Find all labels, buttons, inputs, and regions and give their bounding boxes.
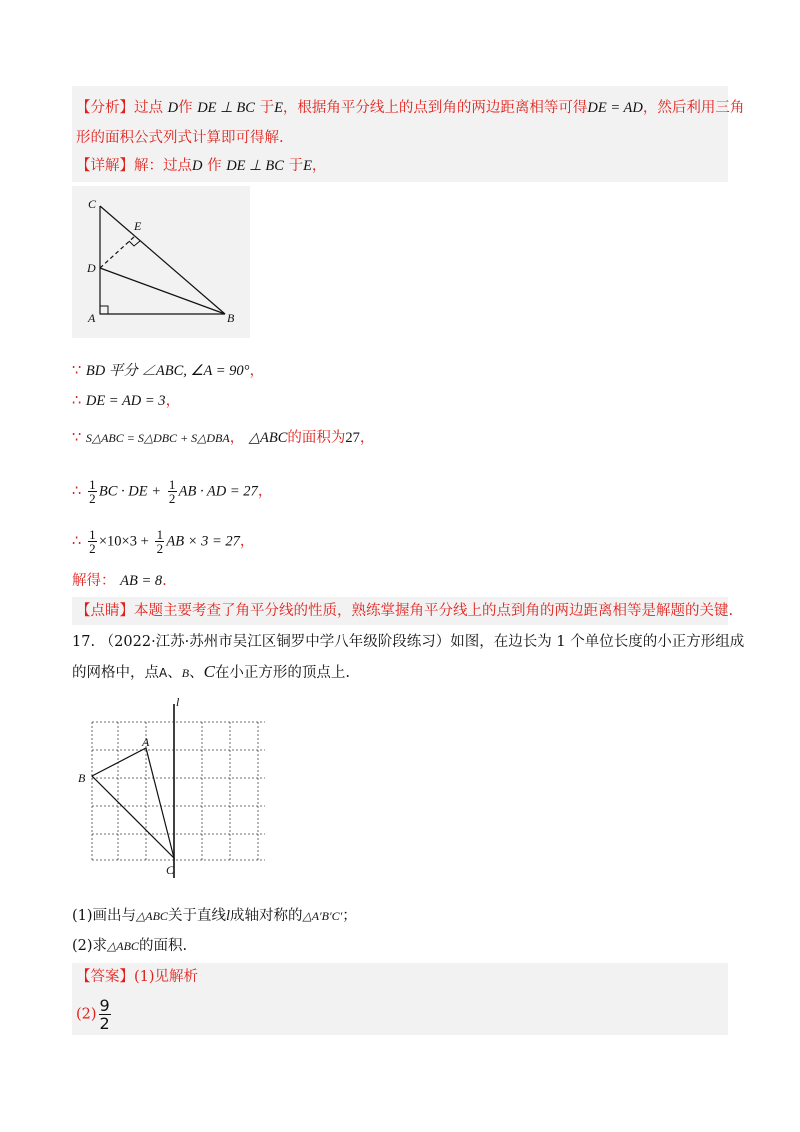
figure-grid-triangle [72, 690, 272, 880]
problem-number: 17. [72, 634, 96, 650]
label-E: E [134, 219, 142, 233]
comment-block [72, 597, 734, 625]
answer-block [72, 963, 728, 1035]
label-A: A [88, 311, 96, 325]
question-2: (2)求△ABC的面积. [72, 938, 188, 954]
answer-part-2: (2) $\frac{9}{2}$ [76, 996, 110, 1033]
figure1-svg [72, 186, 250, 338]
problem-17-line-1: 17. （2022·江苏·苏州市吴江区铜罗中学八年级阶段练习）如图，在边长为 1 个单位长度的小正方形组成 [72, 634, 745, 650]
figure-triangle-abc-with-bisector [72, 186, 250, 338]
fraction-half: $\frac{1}{2}$ [168, 477, 176, 506]
step-3: ∵ S△ABC = S△DBC + S△DBA， △ABC的面积为27， [72, 430, 375, 446]
detail-line: 【详解】解：过点D 作 DE ⊥ BC 于E， [76, 158, 327, 174]
problem-17-line-2: 的网格中，点A、B、C在小正方形的顶点上. [72, 662, 351, 681]
step-5: ∴ $\frac{1}{2}$ ×10×3 + $\frac{1}{2}$ AB × 3 = 27， [72, 527, 255, 556]
comment-text: 本题主要考查了角平分线的性质，熟练掌握角平分线上的点到角的两边距离相等是解题的关键. [134, 603, 734, 619]
label-A: A [142, 735, 150, 749]
label-B: B [227, 311, 235, 325]
step-4: ∴ $\frac{1}{2}$ BC · DE + $\frac{1}{2}$ AB · AD = 27， [72, 477, 273, 506]
figure2-svg [72, 690, 272, 880]
label-D: D [87, 261, 96, 275]
label-B: B [78, 771, 86, 785]
answer-tag: 【答案】 [76, 969, 134, 985]
detail-tag: 【详解】 [76, 158, 134, 174]
fraction-half: $\frac{1}{2}$ [89, 527, 96, 556]
step-6: 解得： AB = 8. [72, 573, 167, 589]
analysis-line-1: 【分析】过点 D作 DE ⊥ BC 于E，根据角平分线上的点到角的两边距离相等可得DE = AD，然后利用三角 [76, 100, 745, 116]
step-1: ∵ BD 平分 ∠ABC, ∠A = 90°， [72, 363, 264, 379]
analysis-tag: 【分析】 [76, 100, 134, 116]
analysis-block [72, 86, 745, 182]
label-line-l: l [176, 695, 180, 709]
fraction-nine-halves: $\frac{9}{2}$ [99, 996, 110, 1033]
label-C: C [166, 863, 175, 877]
label-C: C [88, 197, 97, 211]
fraction-half: $\frac{1}{2}$ [156, 527, 164, 556]
answer-part-1: (1)见解析 [134, 969, 199, 985]
fraction-half: $\frac{1}{2}$ [89, 477, 96, 506]
comment-tag: 【点睛】 [76, 603, 134, 619]
step-2: ∴ DE = AD = 3， [72, 393, 181, 409]
problem-source: （2022·江苏·苏州市吴江区铜罗中学八年级阶段练习） [99, 634, 451, 650]
analysis-line-2: 形的面积公式列式计算即可得解. [76, 130, 284, 146]
question-1: (1)画出与△ABC关于直线l成轴对称的△A′B′C′； [72, 908, 357, 924]
